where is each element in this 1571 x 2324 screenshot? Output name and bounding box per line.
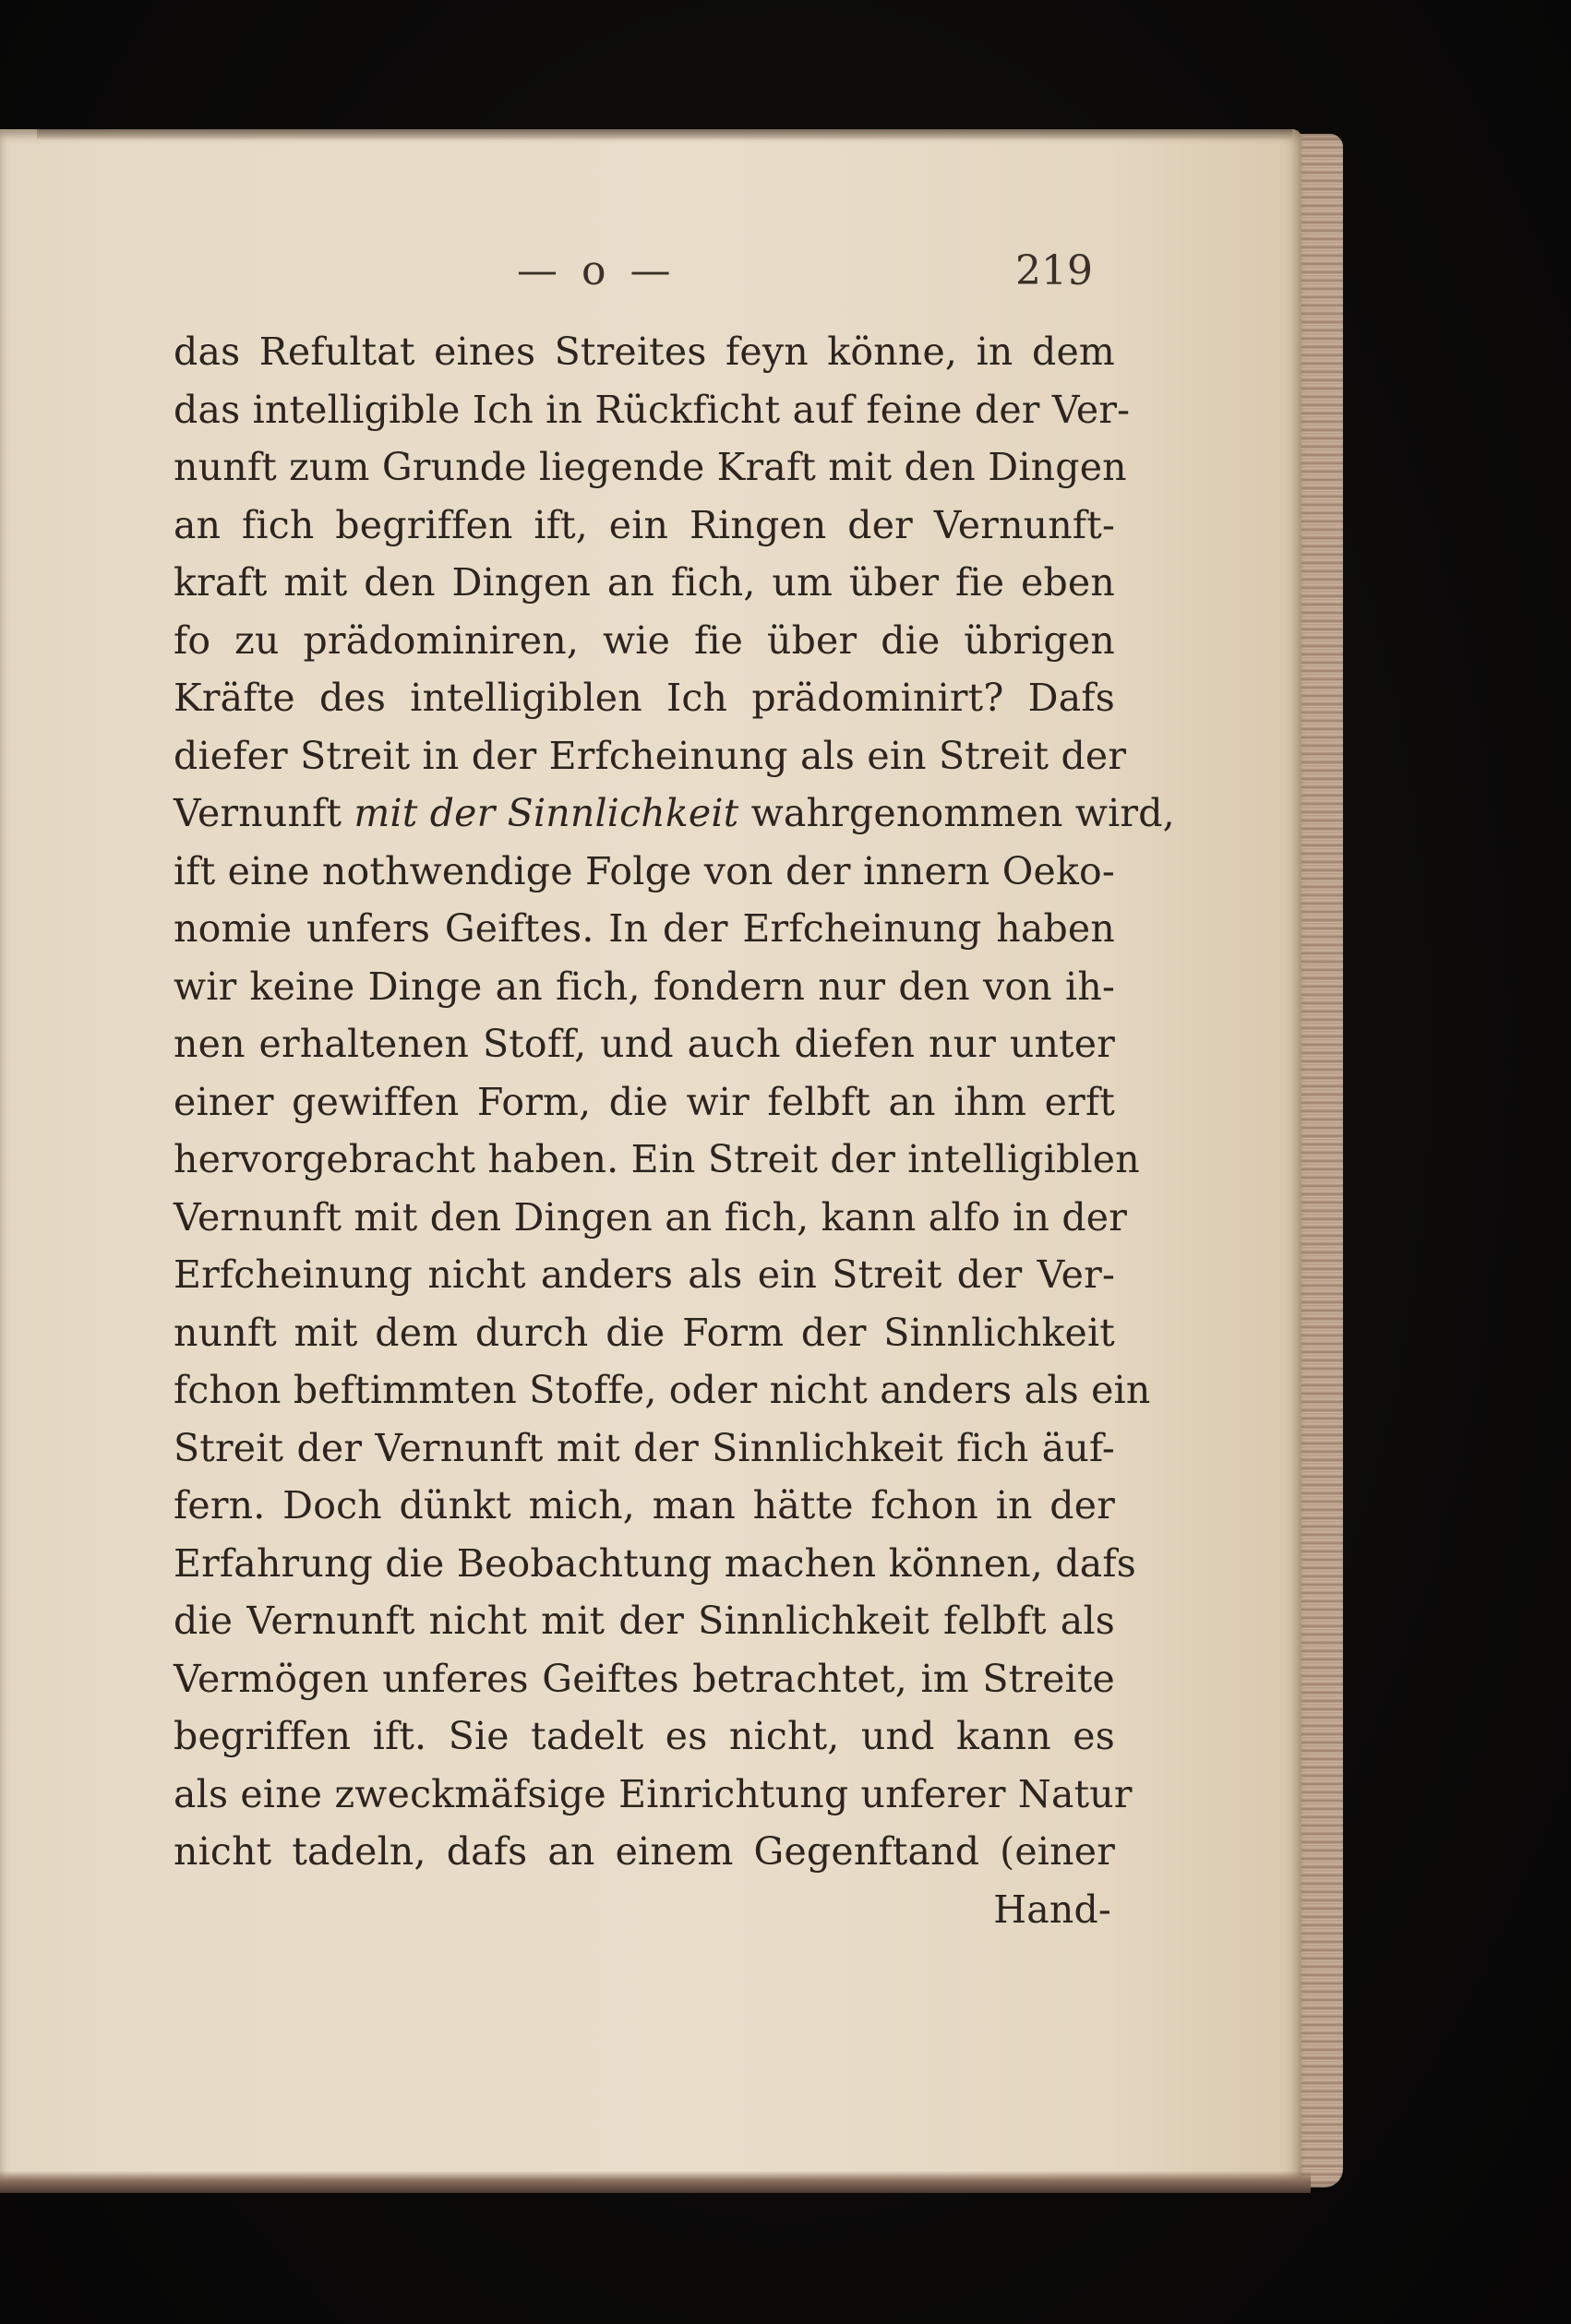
text-segment: ift eine nothwendige Folge von der innern Oeko- xyxy=(174,848,1115,893)
text-line xyxy=(174,785,1175,843)
text-line xyxy=(174,727,1127,785)
page-bottom-edge xyxy=(0,2171,1311,2193)
text-line xyxy=(174,1477,1115,1535)
text-segment: Kräfte des intelligiblen Ich prädominirt? Dafs xyxy=(174,676,1115,720)
page-top-edge xyxy=(37,129,1292,140)
text-segment: das Refultat eines Streites feyn könne, in dem xyxy=(174,329,1115,374)
text-line xyxy=(174,1304,1115,1362)
text-line xyxy=(174,1420,1115,1478)
text-line xyxy=(174,1650,1115,1708)
text-line xyxy=(174,1823,1115,1881)
text-line xyxy=(174,1015,1115,1073)
text-segment: wahrgenommen wird, xyxy=(738,791,1175,835)
page-number: 219 xyxy=(1015,247,1093,294)
text-segment: Erfcheinung nicht anders als ein Streit der Ver- xyxy=(174,1252,1115,1297)
text-segment: nicht tadeln, dafs an einem Gegenftand (einer xyxy=(174,1829,1115,1874)
text-line xyxy=(174,554,1115,612)
text-line xyxy=(174,612,1115,670)
text-segment: fchon beftimmten Stoffe, oder nicht anders als ein xyxy=(174,1368,1151,1412)
text-segment: Streit der Vernunft mit der Sinnlichkeit fich äuf- xyxy=(174,1425,1115,1470)
text-segment: hervorgebracht haben. Ein Streit der intelligiblen xyxy=(174,1137,1140,1181)
text-line xyxy=(174,438,1127,497)
text-line xyxy=(174,1707,1115,1766)
text-segment: fern. Doch dünkt mich, man hätte fchon in der xyxy=(174,1483,1115,1527)
text-segment: fo zu prädominiren, wie fie über die übrigen xyxy=(174,617,1115,663)
text-line xyxy=(174,1881,1115,1939)
text-segment: Erfahrung die Beobachtung machen können, dafs xyxy=(174,1540,1136,1586)
text-segment: einer gewiffen Form, die wir felbft an ihm erft xyxy=(174,1079,1115,1124)
text-line xyxy=(174,1535,1136,1593)
text-segment: mit der Sinnlichkeit xyxy=(354,791,739,835)
text-segment: nomie unfers Geiftes. In der Erfcheinung haben xyxy=(174,906,1115,951)
text-segment: nunft mit dem durch die Form der Sinnlichkeit xyxy=(174,1310,1115,1355)
text-segment: nen erhaltenen Stoff, und auch diefen nur unter xyxy=(174,1022,1115,1066)
text-segment: Vernunft xyxy=(174,791,354,835)
text-line xyxy=(174,1592,1115,1650)
text-segment: an fich begriffen ift, ein Ringen der Vernunft- xyxy=(174,502,1115,547)
text-line xyxy=(174,381,1131,439)
text-line xyxy=(174,843,1115,901)
text-segment: begriffen ift. Sie tadelt es nicht, und kann es xyxy=(174,1714,1115,1758)
text-line xyxy=(174,497,1115,555)
text-line xyxy=(174,1131,1140,1189)
text-segment: nunft zum Grunde liegende Kraft mit den Dingen xyxy=(174,445,1127,489)
running-header xyxy=(517,247,1108,303)
text-line xyxy=(174,1246,1115,1304)
text-segment: Vermögen unferes Geiftes betrachtet, im Streite xyxy=(174,1656,1115,1701)
text-line xyxy=(174,323,1115,381)
text-segment: das intelligible Ich in Rückficht auf feine der Ver- xyxy=(174,387,1131,432)
text-line xyxy=(174,669,1115,727)
text-line xyxy=(174,1766,1133,1824)
text-line xyxy=(174,958,1115,1016)
text-line xyxy=(174,1361,1151,1420)
text-line xyxy=(174,1189,1128,1247)
text-segment: Hand- xyxy=(993,1887,1111,1932)
text-segment: wir keine Dinge an fich, fondern nur den von ih- xyxy=(174,964,1115,1009)
text-segment: die Vernunft nicht mit der Sinnlichkeit felbft als xyxy=(174,1599,1115,1643)
text-segment: diefer Streit in der Erfcheinung als ein Streit der xyxy=(174,733,1127,778)
text-segment: als eine zweckmäfsige Einrichtung unferer Natur xyxy=(174,1771,1133,1816)
header-ornament: — o — xyxy=(517,247,677,294)
text-line xyxy=(174,1073,1115,1132)
text-line xyxy=(174,900,1115,958)
body-text xyxy=(174,323,1175,1938)
text-segment: kraft mit den Dingen an fich, um über fie eben xyxy=(174,560,1115,605)
text-segment: Vernunft mit den Dingen an fich, kann alfo in der xyxy=(174,1194,1128,1240)
